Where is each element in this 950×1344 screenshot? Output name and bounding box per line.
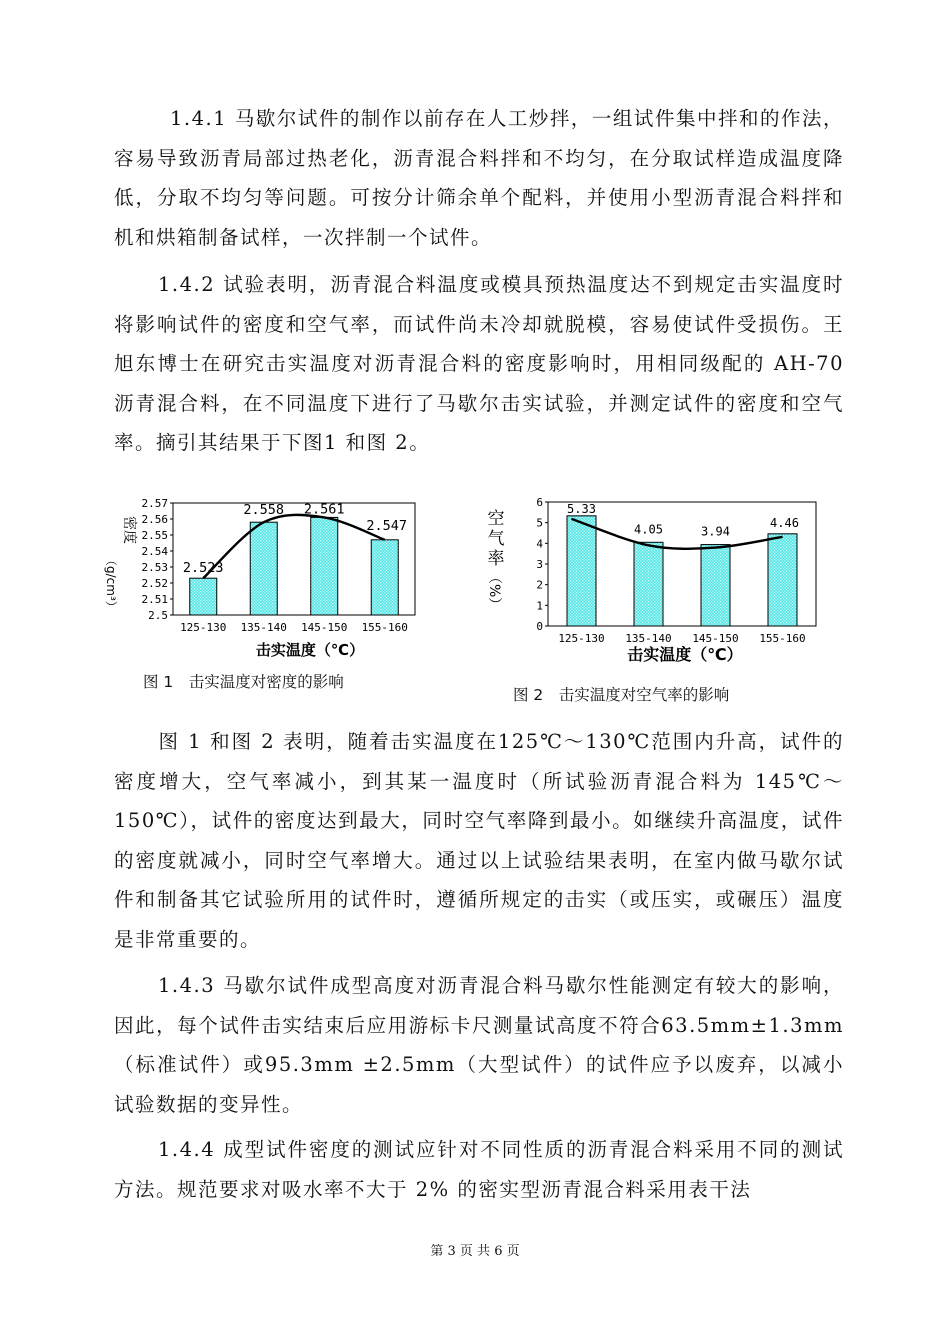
data-label: 5.33	[567, 501, 596, 516]
y-tick-label: 3	[536, 558, 543, 571]
x-tick-label: 135-140	[625, 632, 672, 645]
figure-2-caption: 图 2 击实温度对空气率的影响	[513, 686, 730, 704]
paragraph-1-4-3	[114, 966, 844, 1124]
y-axis-unit: （%）	[486, 570, 502, 612]
trend-curve	[203, 515, 385, 578]
x-tick-label: 135-140	[240, 621, 287, 634]
paragraph-text: 1.4.1 马歇尔试件的制作以前存在人工炒拌，一组试件集中拌和的作法，容易导致沥青局部过热老化，沥青混合料拌和不均匀，在分取试样造成温度降低，分取不均匀等问题。可按分计筛余单个配料，并使用小型沥青混合料拌和机和烘箱制备试样，一次拌制一个试件。	[114, 107, 844, 249]
y-tick-label: 2.55	[141, 529, 168, 542]
bar-135-140	[250, 522, 277, 615]
x-tick-label: 155-160	[759, 632, 806, 645]
y-tick-label: 2.53	[141, 561, 168, 574]
figure-1-caption: 图 1 击实温度对密度的影响	[143, 673, 344, 691]
figure-1-density-chart	[95, 492, 425, 667]
y-tick-label: 2.52	[141, 577, 168, 590]
paragraph-figure-discussion	[114, 722, 844, 959]
y-tick-label: 2.57	[141, 497, 168, 510]
paragraph-text: 1.4.2 试验表明，沥青混合料温度或模具预热温度达不到规定击实温度时将影响试件的密度和空气率，而试件尚未冷却就脱模，容易使试件受损伤。王旭东博士在研究击实温度对沥青混合料的密度影响时，用相同级配的 AH-70 沥青混合料，在不同温度下进行了马歇尔击实试验，并测定试件的密度和空气率。摘引其结果于下图1 和图 2。	[114, 273, 844, 454]
bar-125-130	[190, 578, 217, 615]
x-tick-label: 145-150	[301, 621, 348, 634]
y-tick-label: 0	[536, 620, 543, 633]
data-label: 4.05	[634, 522, 663, 537]
x-tick-label: 125-130	[558, 632, 605, 645]
x-tick-label: 125-130	[180, 621, 227, 634]
y-axis-title-char: 率	[487, 549, 505, 569]
bar-155-160	[371, 540, 398, 615]
paragraph-text: 1.4.4 成型试件密度的测试应针对不同性质的沥青混合料采用不同的测试方法。规范要求对吸水率不大于 2% 的密实型沥青混合料采用表干法	[114, 1138, 844, 1201]
x-tick-label: 155-160	[361, 621, 408, 634]
paragraph-1-4-1	[114, 99, 844, 257]
data-label: 2.558	[243, 502, 285, 519]
bar-135-140	[634, 542, 663, 626]
figure-2-air-void-chart	[480, 490, 830, 670]
y-axis-unit: （g/cm³）	[104, 554, 118, 613]
bar-145-150	[311, 517, 338, 615]
paragraph-text: 图 1 和图 2 表明，随着击实温度在125℃～130℃范围内升高，试件的密度增大，空气率减小，到其某一温度时（所试验沥青混合料为 145℃～150℃），试件的密度达到最大，同时空气率降到最小。如继续升高温度，试件的密度就减小，同时空气率增大。通过以上试验结果表明，在室内做马歇尔试件和制备其它试验所用的试件时，遵循所规定的击实（或压实，或碾压）温度是非常重要的。	[114, 730, 844, 951]
y-tick-label: 2.5	[148, 609, 168, 622]
x-tick-label: 145-150	[692, 632, 739, 645]
bar-155-160	[768, 534, 797, 626]
paragraph-text: 1.4.3 马歇尔试件成型高度对沥青混合料马歇尔性能测定有较大的影响，因此，每个试件击实结束后应用游标卡尺测量试高度不符合63.5mm±1.3mm（标准试件）或95.3mm ±2.5mm（大型试件）的试件应予以废弃，以减小试验数据的变异性。	[114, 974, 844, 1116]
data-label: 2.523	[182, 560, 224, 577]
paragraph-1-4-4	[114, 1130, 844, 1209]
y-tick-label: 2.51	[141, 593, 168, 606]
bar-145-150	[701, 545, 730, 626]
x-axis-title: 击实温度（℃）	[627, 645, 743, 664]
y-tick-label: 2.56	[141, 513, 168, 526]
trend-curve	[572, 519, 783, 549]
data-label: 2.561	[303, 501, 345, 518]
y-axis-title-char: 气	[487, 529, 505, 549]
data-label: 2.547	[366, 517, 408, 534]
y-tick-label: 2	[536, 578, 543, 592]
bar-125-130	[567, 516, 596, 626]
y-tick-label: 1	[536, 599, 543, 613]
y-axis-title: 密度	[121, 516, 137, 544]
y-tick-label: 4	[536, 537, 543, 551]
y-tick-label: 5	[536, 516, 543, 530]
y-tick-label: 2.54	[141, 545, 168, 558]
x-axis-title: 击实温度（℃）	[255, 641, 365, 659]
data-label: 3.94	[701, 524, 730, 539]
y-axis-title-char: 空	[487, 509, 505, 529]
page-footer: 第 3 页 共 6 页	[430, 1244, 520, 1259]
data-label: 4.46	[770, 515, 799, 530]
paragraph-1-4-2	[114, 265, 844, 463]
y-tick-label: 6	[536, 496, 543, 509]
